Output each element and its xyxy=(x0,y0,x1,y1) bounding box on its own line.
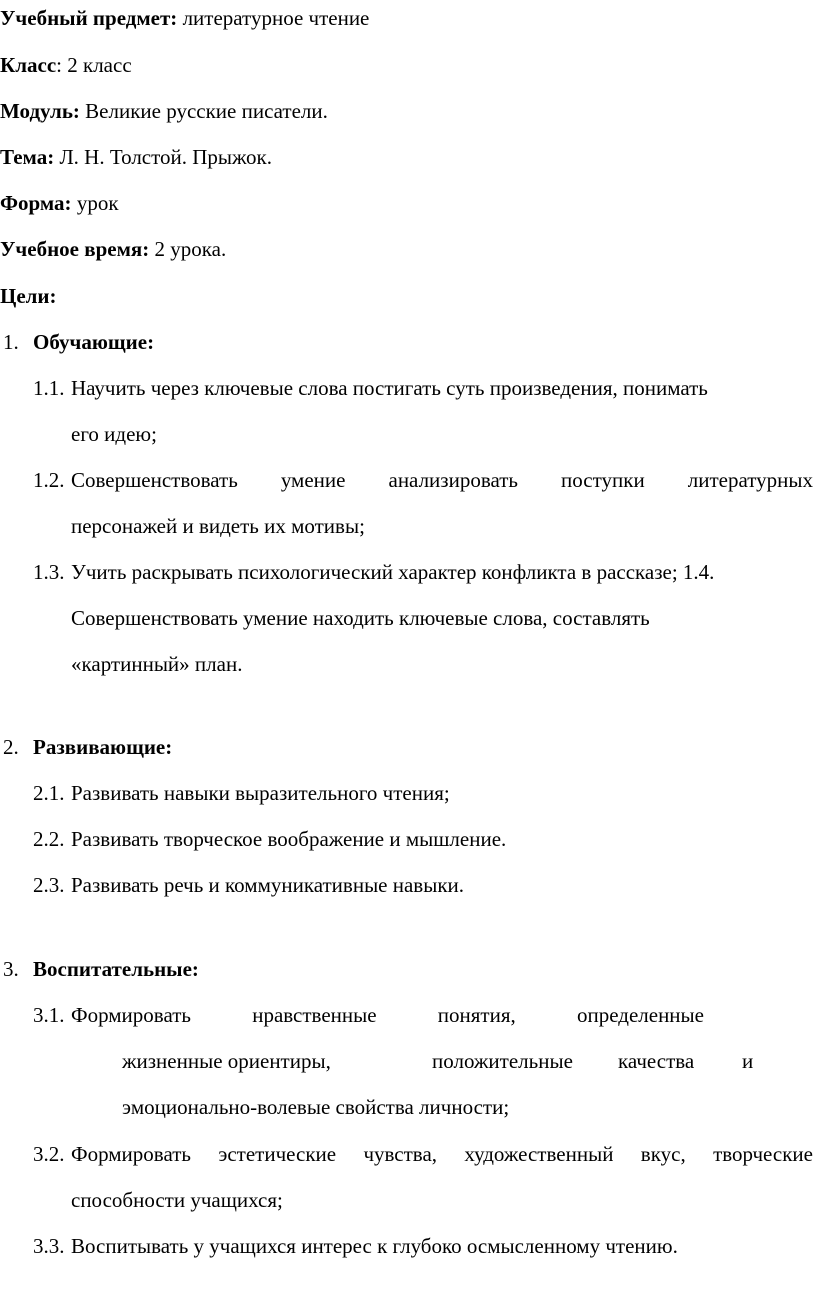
goal-3-1-text-line-1 xyxy=(71,1002,704,1028)
goal-3-1-text-line-2d: и xyxy=(742,1049,754,1073)
class-label: Класс xyxy=(0,53,57,77)
word: поступки xyxy=(561,468,645,492)
word: литературных xyxy=(687,468,813,492)
goal-3-1-text-line-2b: положительные xyxy=(432,1049,573,1073)
module-value: Великие русские писатели. xyxy=(79,99,328,123)
goal-3-3-number: 3.3. xyxy=(33,1234,65,1258)
word: Совершенствовать xyxy=(71,468,238,492)
form-label: Форма: xyxy=(0,191,72,215)
goal-1-2-number: 1.2. xyxy=(33,468,65,492)
goal-2-1-text: Развивать навыки выразительного чтения; xyxy=(71,781,450,805)
word: творческие xyxy=(713,1142,813,1166)
word: Формировать xyxy=(71,1003,191,1027)
goal-1-1-text-line-1: Научить через ключевые слова постигать суть произведения, понимать xyxy=(71,376,708,400)
goal-1-title: Обучающие: xyxy=(33,330,155,354)
goal-2-3-number: 2.3. xyxy=(33,873,65,897)
goal-3-1-text-line-2c: качества xyxy=(618,1049,695,1073)
goal-3-1-text-line-2a: жизненные ориентиры, xyxy=(122,1049,331,1073)
goal-3-1-number: 3.1. xyxy=(33,1003,65,1027)
goal-1-3-number: 1.3. xyxy=(33,560,65,584)
topic-row xyxy=(0,144,272,170)
word: художественный xyxy=(464,1142,614,1166)
goals-heading: Цели: xyxy=(0,284,57,308)
word: Формировать xyxy=(71,1142,191,1166)
time-label: Учебное время: xyxy=(0,237,150,261)
topic-label: Тема: xyxy=(0,145,55,169)
class-row xyxy=(0,52,132,78)
word: нравственные xyxy=(252,1003,377,1027)
module-label: Модуль: xyxy=(0,99,80,123)
goal-3-3-text: Воспитывать у учащихся интерес к глубоко осмысленному чтению. xyxy=(71,1234,678,1258)
goal-3-number: 3. xyxy=(3,957,19,981)
word: умение xyxy=(280,468,346,492)
goal-1-number: 1. xyxy=(3,330,19,354)
goal-3-title: Воспитательные: xyxy=(33,957,199,981)
class-value: : 2 класс xyxy=(56,53,132,77)
word: чувства, xyxy=(363,1142,438,1166)
module-row xyxy=(0,98,328,124)
time-row xyxy=(0,236,226,262)
goal-3-2-text-line-2: способности учащихся; xyxy=(71,1188,283,1212)
goal-1-2-text-line-2: персонажей и видеть их мотивы; xyxy=(71,514,365,538)
word: понятия, xyxy=(437,1003,516,1027)
goal-1-1-text-line-2: его идею; xyxy=(71,422,157,446)
form-row xyxy=(0,190,119,216)
topic-value: Л. Н. Толстой. Прыжок. xyxy=(54,145,272,169)
goal-1-1-number: 1.1. xyxy=(33,376,65,400)
subject-label: Учебный предмет: xyxy=(0,6,178,30)
form-value: урок xyxy=(71,191,119,215)
goal-1-3-text-line-2: Совершенствовать умение находить ключевые слова, составлять xyxy=(71,606,650,630)
goal-2-number: 2. xyxy=(3,735,19,759)
word: определенные xyxy=(576,1003,704,1027)
word: вкус, xyxy=(640,1142,686,1166)
goal-2-1-number: 2.1. xyxy=(33,781,65,805)
time-value: 2 урока. xyxy=(149,237,227,261)
goal-3-1-text-line-3: эмоционально-волевые свойства личности; xyxy=(122,1095,510,1119)
goal-1-2-text-line-1 xyxy=(71,467,813,493)
subject-row xyxy=(0,5,369,31)
subject-value: литературное чтение xyxy=(177,6,370,30)
goal-2-3-text: Развивать речь и коммуникативные навыки. xyxy=(71,873,465,897)
word: анализировать xyxy=(388,468,518,492)
goal-2-2-number: 2.2. xyxy=(33,827,65,851)
word: эстетические xyxy=(218,1142,337,1166)
goal-3-2-text-line-1 xyxy=(71,1141,813,1167)
goal-1-3-text-line-3: «картинный» план. xyxy=(71,652,243,676)
goal-3-2-number: 3.2. xyxy=(33,1142,65,1166)
goal-2-title: Развивающие: xyxy=(33,735,173,759)
goal-2-2-text: Развивать творческое воображение и мышление. xyxy=(71,827,507,851)
goal-1-3-text-line-1: Учить раскрывать психологический характер конфликта в рассказе; 1.4. xyxy=(71,560,715,584)
